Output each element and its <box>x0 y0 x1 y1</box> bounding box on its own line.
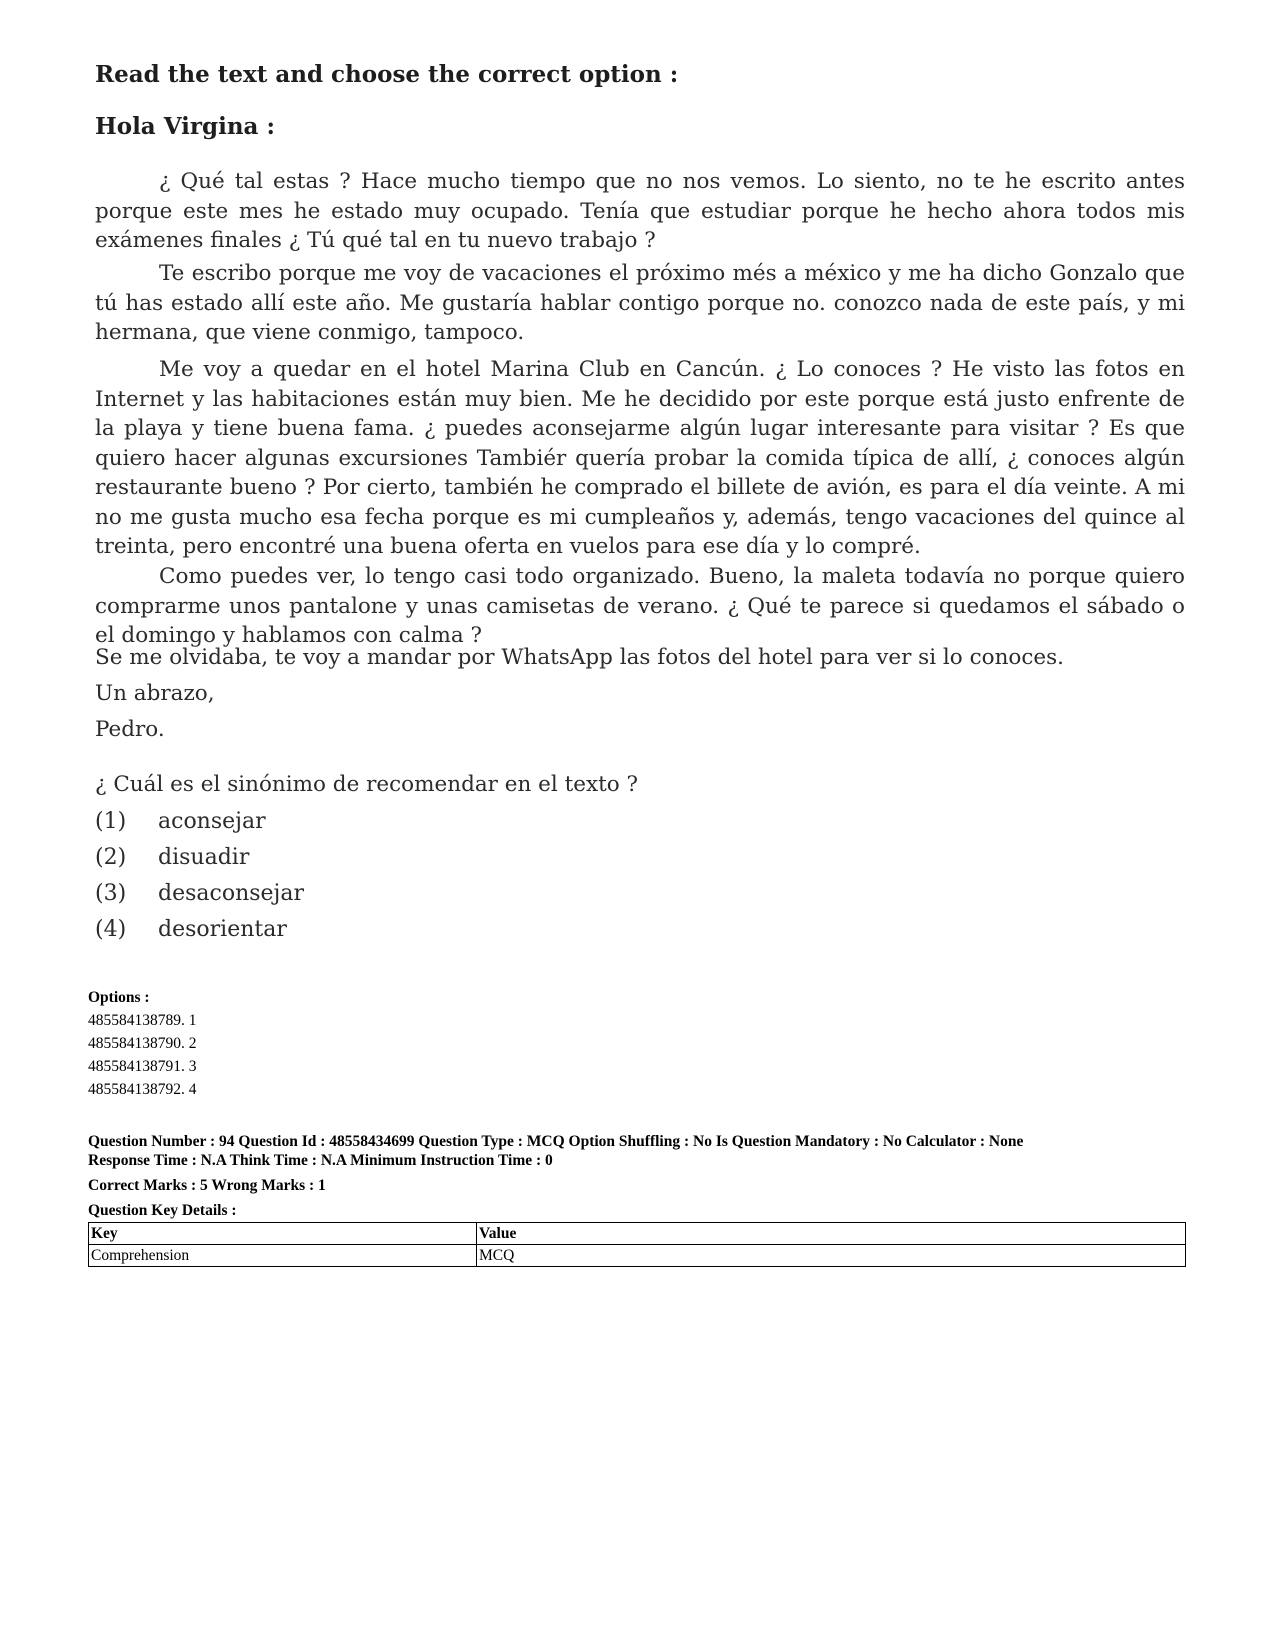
option-item: 485584138790. 2 <box>88 1035 197 1052</box>
paragraph-2: Te escribo porque me voy de vacaciones el próximo més a méxico y me ha dicho Gonzalo que tú has estado allí este año. Me gustaría hablar contigo porque no. conozco nada de este país, y mi hermana, que viene conmigo, tampoco. <box>95 261 1185 345</box>
letter-postscript: Se me olvidaba, te voy a mandar por WhatsApp las fotos del hotel para ver si lo conoces. <box>95 645 1064 670</box>
header-key: Key <box>89 1223 477 1245</box>
option-item: 485584138789. 1 <box>88 1012 197 1029</box>
choice-number: (2) <box>95 845 127 870</box>
letter-greeting: Hola Virgina : <box>95 113 275 140</box>
choice-text: disuadir <box>158 845 250 870</box>
choice-4 <box>95 915 304 951</box>
header-value: Value <box>477 1223 1186 1245</box>
instruction-heading: Read the text and choose the correct option : <box>95 61 679 88</box>
choice-text: desaconsejar <box>158 881 305 906</box>
paragraph-1: ¿ Qué tal estas ? Hace mucho tiempo que no nos vemos. Lo siento, no te he escrito antes porque este mes he estado muy ocupado. Tenía que estudiar porque he hecho ahora todos mis exámenes finales ¿ Tú qué tal en tu nuevo trabajo ? <box>95 169 1185 253</box>
marks-line: Correct Marks : 5 Wrong Marks : 1 <box>88 1177 326 1194</box>
choice-3 <box>95 879 304 915</box>
letter-signature: Pedro. <box>95 717 165 742</box>
option-item: 485584138791. 3 <box>88 1058 197 1075</box>
options-list <box>88 986 197 1101</box>
paragraph-3: Me voy a quedar en el hotel Marina Club en Cancún. ¿ Lo conoces ? He visto las fotos en Internet y las habitaciones están muy bien. Me he decidido por este porque está justo enfrente de la playa y tiene buena fama. ¿ puedes aconsejarme algún lugar interesante para visitar ? Es que quiero hacer algunas excursiones Tambiér quería probar la comida típica de allí, ¿ conoces algún restaurante bueno ? Por cierto, también he comprado el billete de avión, es para el día veinte. A mi no me gusta mucho esa fecha porque es mi cumpleaños y, además, tengo vacaciones del quince al treinta, pero encontré una buena oferta en vuelos para ese día y lo compré. <box>95 357 1185 559</box>
question-meta-line-1: Question Number : 94 Question Id : 48558434699 Question Type : MCQ Option Shuffling : No Is Question Mandatory : No Calculator : None <box>88 1133 1024 1150</box>
letter-closing: Un abrazo, <box>95 681 215 706</box>
answer-choices <box>95 807 304 951</box>
choice-2 <box>95 843 304 879</box>
choice-text: aconsejar <box>158 809 266 834</box>
options-label: Options : <box>88 989 150 1006</box>
choice-number: (3) <box>95 881 127 906</box>
question-text: ¿ Cuál es el sinónimo de recomendar en el texto ? <box>95 772 639 797</box>
choice-1 <box>95 807 304 843</box>
choice-text: desorientar <box>158 917 287 942</box>
question-meta-line-2: Response Time : N.A Think Time : N.A Minimum Instruction Time : 0 <box>88 1152 553 1169</box>
table-row <box>89 1245 1186 1267</box>
choice-number: (1) <box>95 809 127 834</box>
paragraph-4: Como puedes ver, lo tengo casi todo organizado. Bueno, la maleta todavía no porque quiero comprarme unos pantalone y unas camisetas de verano. ¿ Qué te parece si quedamos el sábado o el domingo y hablamos con calma ? <box>95 564 1185 648</box>
table-header-row <box>89 1223 1186 1245</box>
key-details-label: Question Key Details : <box>88 1202 237 1219</box>
cell-value: MCQ <box>477 1245 1186 1267</box>
cell-key: Comprehension <box>89 1245 477 1267</box>
choice-number: (4) <box>95 917 127 942</box>
option-item: 485584138792. 4 <box>88 1081 197 1098</box>
key-details-table <box>88 1222 1186 1267</box>
question-info <box>88 1132 1023 1220</box>
